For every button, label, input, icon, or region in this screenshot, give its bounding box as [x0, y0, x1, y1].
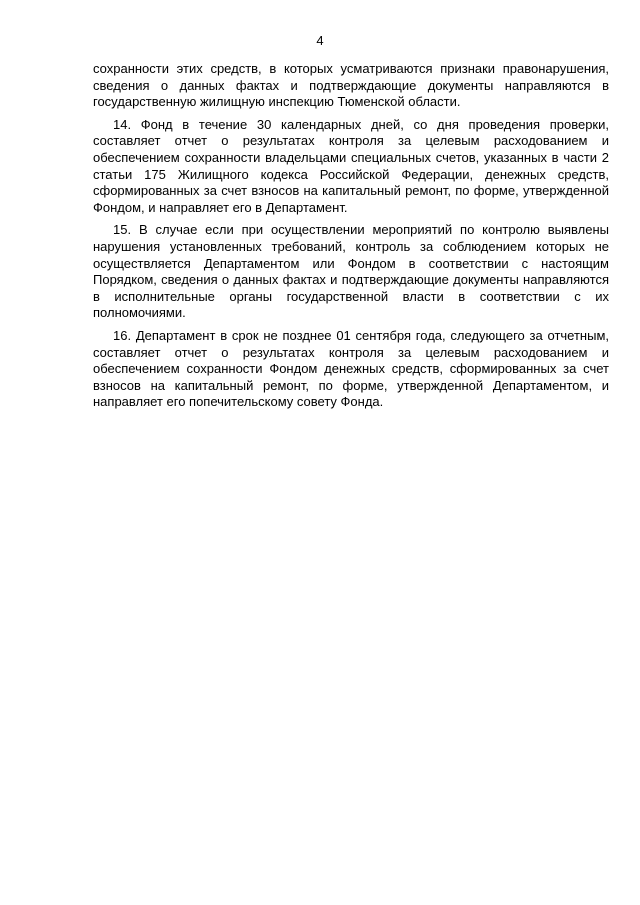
document-body — [93, 61, 609, 417]
paragraph-14: 14. Фонд в течение 30 календарных дней, со дня проведения проверки, составляет отчет о результатах контроля за целевым расходованием и обеспечением сохранности владельцами специальных счетов, указанных в части 2 статьи 175 Жилищного кодекса Российской Федерации, денежных средств, сформированных за счет взносов на капитальный ремонт, по форме, утвержденной Фондом, и направляет его в Департамент. — [93, 116, 609, 215]
paragraph-16: 16. Департамент в срок не позднее 01 сентября года, следующего за отчетным, составляет отчет о результатах контроля за целевым расходованием и обеспечением сохранности Фондом денежных средств, сформированных за счет взносов на капитальный ремонт, по форме, утвержденной Департаментом, и направляет его попечительскому совету Фонда. — [93, 327, 609, 410]
paragraph-continuation: сохранности этих средств, в которых усматриваются признаки правонарушения, сведения о данных фактах и подтверждающие документы направляются в государственную жилищную инспекцию Тюменской области. — [93, 61, 609, 110]
page-number: 4 — [316, 33, 324, 48]
paragraph-15: 15. В случае если при осуществлении мероприятий по контролю выявлены нарушения установленных требований, контроль за соблюдением которых не осуществляется Департаментом или Фондом в соответствии с настоящим Порядком, сведения о данных фактах и подтверждающие документы направляются в исполнительные органы государственной власти в соответствии с их полномочиями. — [93, 222, 609, 321]
